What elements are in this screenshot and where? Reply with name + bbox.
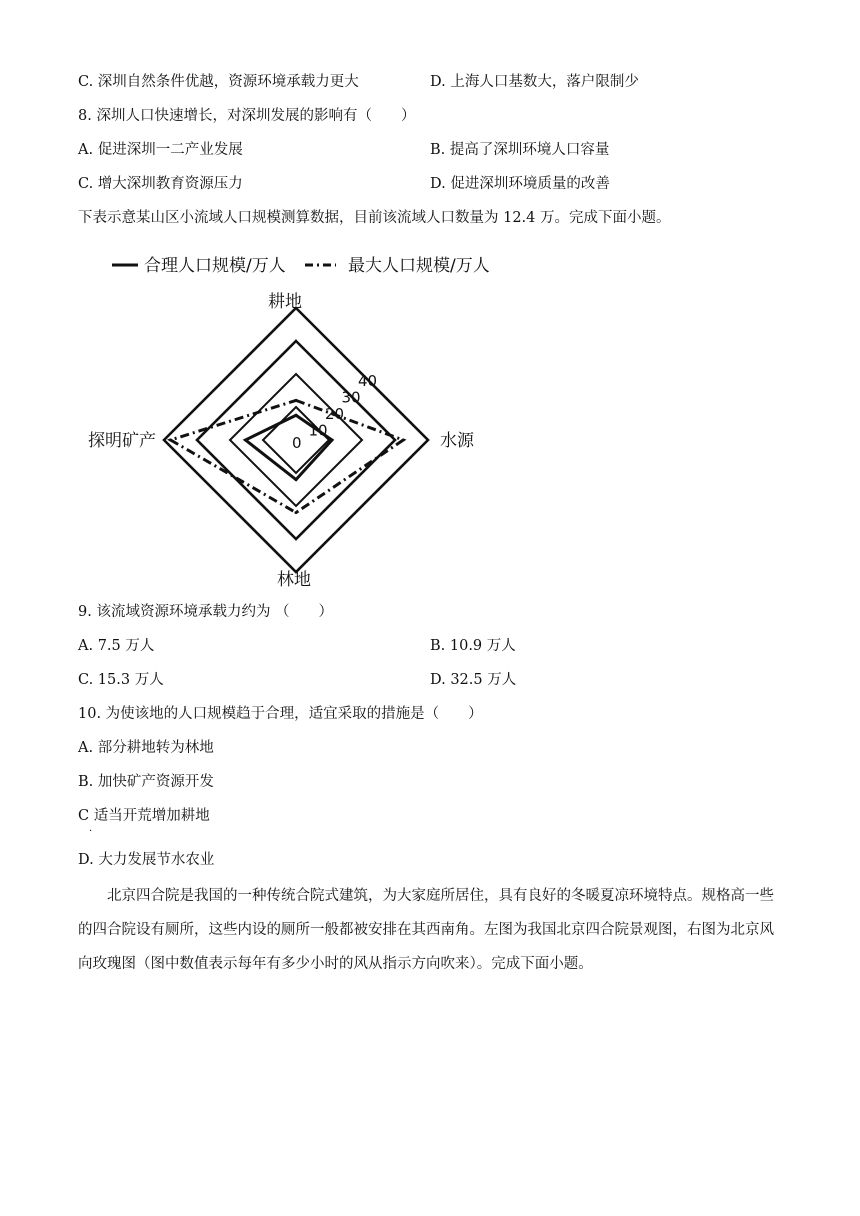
q9-option-b: B. 10.9 万人 xyxy=(430,638,516,654)
ring-label-10: 10 xyxy=(308,421,328,440)
q10-stem: 10. 为使该地的人口规模趋于合理，适宜采取的措施是（ ） xyxy=(78,706,483,722)
series-0-point-2 xyxy=(295,478,298,481)
series-1-point-2 xyxy=(295,511,298,514)
series-0-point-3 xyxy=(244,439,247,442)
chart-legend xyxy=(112,256,490,276)
ring-label-40: 40 xyxy=(358,372,378,390)
ring-label-0: 0 xyxy=(292,434,302,452)
q8-stem: 8. 深圳人口快速增长，对深圳发展的影响有（ ） xyxy=(78,108,416,124)
q9-stem: 9. 该流域资源环境承载力约为 （ ） xyxy=(78,604,334,620)
q9-option-c: C. 15.3 万人 xyxy=(78,672,164,688)
stray-dot: · xyxy=(89,826,93,837)
q8-option-d: D. 促进深圳环境质量的改善 xyxy=(430,176,610,192)
q9-option-a: A. 7.5 万人 xyxy=(78,638,155,654)
q10-option-a: A. 部分耕地转为林地 xyxy=(78,740,214,756)
q10-option-c: C 适当开荒增加耕地 xyxy=(78,808,210,824)
q10-option-d: D. 大力发展节水农业 xyxy=(78,852,215,868)
ring-label-20: 20 xyxy=(325,405,345,423)
series-1-point-3 xyxy=(169,439,172,442)
ring-label-30: 30 xyxy=(341,388,361,407)
axis-label-right: 水源 xyxy=(440,431,474,451)
q8-option-c: C. 增大深圳教育资源压力 xyxy=(78,176,243,192)
q7-option-c: C. 深圳自然条件优越，资源环境承载力更大 xyxy=(78,74,359,90)
q9-option-d: D. 32.5 万人 xyxy=(430,672,517,688)
q8-option-b: B. 提高了深圳环境人口容量 xyxy=(430,142,610,158)
legend-solid-label: 合理人口规模/万人 xyxy=(144,256,286,276)
chart-intro: 下表示意某山区小流域人口规模测算数据，目前该流域人口数量为 12.4 万。完成下面小题。 xyxy=(78,210,671,226)
axis-label-top: 耕地 xyxy=(268,292,302,312)
q7-option-d: D. 上海人口基数大，落户限制少 xyxy=(430,74,639,90)
legend-dashdot-label: 最大人口规模/万人 xyxy=(348,256,490,276)
series-1-point-0 xyxy=(295,399,298,402)
siheyuan-passage: 北京四合院是我国的一种传统合院式建筑，为大家庭所居住，具有良好的冬暖夏凉环境特点。规格高一些的四合院设有厕所，这些内设的厕所一般都被安排在其西南角。左图为我国北京四合院景观图，右图为北京风向玫瑰图（图中数值表示每年有多少小时的风从指示方向吹来）。完成下面小题。 xyxy=(78,888,774,972)
series-1-point-1 xyxy=(402,439,405,442)
series-0-point-1 xyxy=(330,439,333,442)
radar-chart xyxy=(0,245,860,595)
series-0-point-0 xyxy=(295,414,298,417)
axis-label-bottom: 林地 xyxy=(277,570,311,590)
q8-option-a: A. 促进深圳一二产业发展 xyxy=(78,142,243,158)
q10-option-b: B. 加快矿产资源开发 xyxy=(78,774,214,790)
axis-label-left: 探明矿产 xyxy=(88,431,156,451)
